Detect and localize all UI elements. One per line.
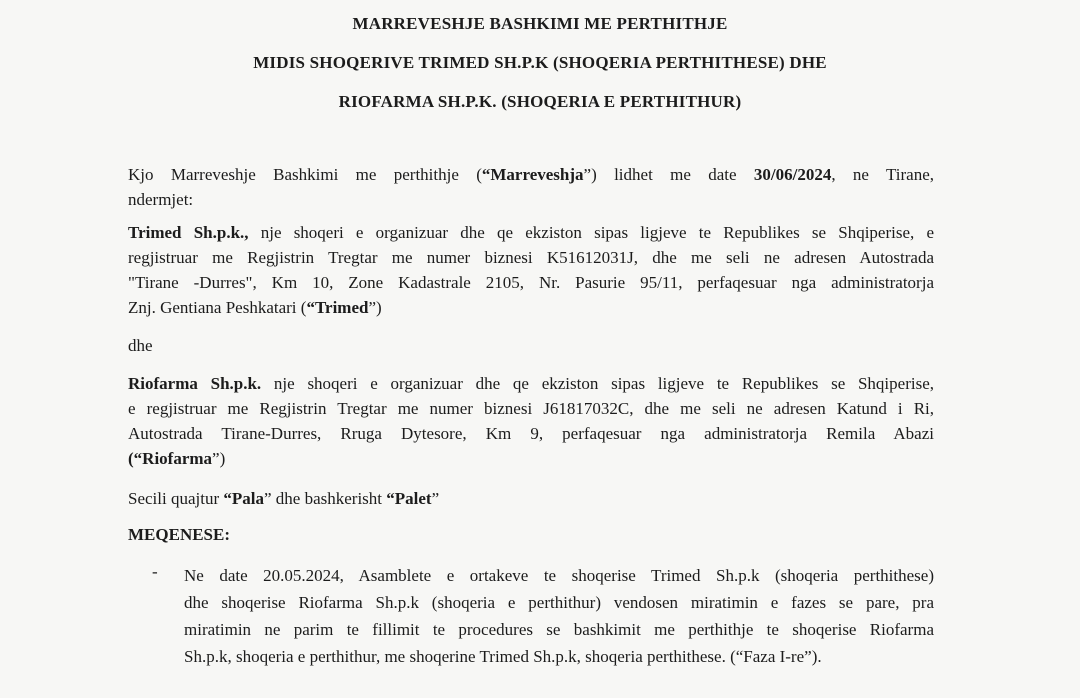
riofarma-line-2: e regjistruar me Regjistrin Tregtar me numer biznesi J61817032C, dhe me seli ne adresen Katund i Ri, [128, 399, 934, 418]
bullet-line-1: Ne date 20.05.2024, Asamblete e ortakeve te shoqerise Trimed Sh.p.k (shoqeria perthithese) [184, 566, 934, 585]
term-pala: “Pala [223, 489, 264, 508]
riofarma-short-name: (“Riofarma [128, 449, 213, 468]
trimed-paragraph: Trimed Sh.p.k., nje shoqeri e organizuar dhe qe ekziston sipas ligjeve te Republikes se Shqiperise, e regjistruar me Regjistrin Tregtar me numer biznesi K51612031J, dhe me seli ne adresen Autostrada "Tirane -Durres", Km 10, Zone Kadastrale 2105, Nr. Pasurie 95/11, perfaqesuar nga administratorja Znj. Gentiana Peshkatari (“Trimed”) [128, 223, 934, 317]
title-line-1: MARREVESHJE BASHKIMI ME PERTHITHJE [352, 14, 728, 33]
title-line-2: MIDIS SHOQERIVE TRIMED SH.P.K (SHOQERIA PERTHITHESE) DHE [253, 53, 827, 72]
trimed-name: Trimed Sh.p.k., [128, 223, 249, 242]
intro-line-1: Kjo Marreveshje Bashkimi me perthithje (“Marreveshja”) lidhet me date 30/06/2024, ne Tirane, [128, 165, 934, 184]
bullet-line-2: dhe shoqerise Riofarma Sh.p.k (shoqeria e perthithur) vendosen miratimin e fazes se pare, pra [184, 593, 934, 612]
trimed-line-2: regjistruar me Regjistrin Tregtar me numer biznesi K51612031J, dhe me seli ne adresen Autostrada [128, 248, 934, 267]
intro-line-2: ndermjet: [128, 190, 194, 209]
riofarma-paragraph: Riofarma Sh.p.k. nje shoqeri e organizuar dhe qe ekziston sipas ligjeve te Republikes se Shqiperise, e regjistruar me Regjistrin Tregtar me numer biznesi J61817032C, dhe me seli ne adresen Katund i Ri, Autostrada Tirane-Durres, Rruga Dytesore, Km 9, perfaqesuar nga administratorja Remila Abazi (“Riofarma”) [128, 374, 934, 468]
intro-term-marreveshja: “Marreveshja [481, 165, 584, 184]
riofarma-line-3: Autostrada Tirane-Durres, Rruga Dytesore, Km 9, perfaqesuar nga administratorja Remila Abazi [128, 424, 934, 443]
meqenese-heading: MEQENESE: [128, 525, 231, 544]
bullet-line-3: miratimin ne parim te fillimit te procedures se bashkimit me perthithje te shoqerise Riofarma [184, 620, 934, 639]
title-line-3: RIOFARMA SH.P.K. (SHOQERIA E PERTHITHUR) [338, 92, 742, 111]
bullet-paragraph [184, 562, 934, 670]
intro-date: 30/06/2024 [753, 165, 832, 184]
dhe-text: dhe [128, 336, 153, 355]
bullet-line-4: Sh.p.k, shoqeria e perthithur, me shoqerine Trimed Sh.p.k, shoqeria perthithese. (“Faza I-re”). [184, 647, 822, 666]
term-palet: “Palet [386, 489, 432, 508]
trimed-short-name: “Trimed [306, 298, 369, 317]
riofarma-name: Riofarma Sh.p.k. [128, 374, 262, 393]
trimed-line-3: "Tirane -Durres", Km 10, Zone Kadastrale 2105, Nr. Pasurie 95/11, perfaqesuar nga administratorja [128, 273, 934, 292]
bullet-dash: - [152, 562, 158, 581]
intro-paragraph [128, 162, 934, 212]
secili-paragraph: Secili quajtur “Pala” dhe bashkerisht “Palet” [128, 489, 440, 508]
